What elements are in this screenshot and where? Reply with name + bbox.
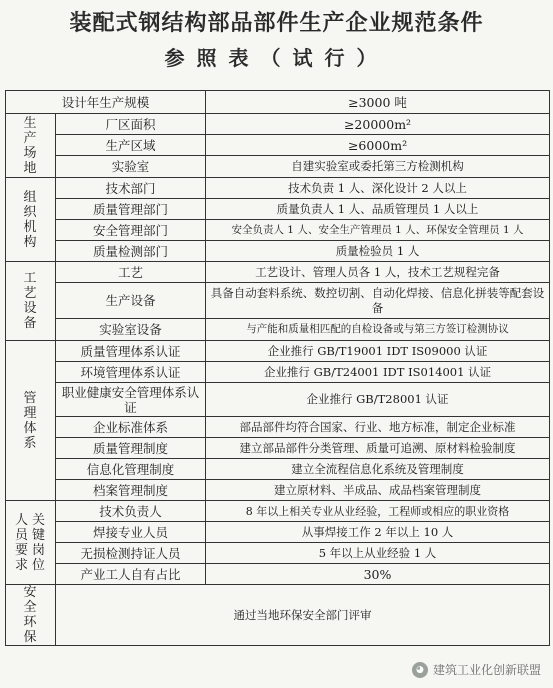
spec-item: 信息化管理制度 — [56, 459, 206, 480]
table-row — [6, 135, 550, 156]
spec-requirement: 与产能和质量相匹配的自检设备或与第三方签订检测协议 — [206, 319, 550, 341]
table-row — [6, 319, 550, 341]
table-row — [6, 543, 550, 564]
spec-requirement: ≥3000 吨 — [206, 91, 550, 114]
wechat-icon: ◕ — [412, 662, 428, 678]
table-row — [6, 480, 550, 501]
spec-item: 技术部门 — [56, 178, 206, 199]
watermark — [412, 661, 541, 678]
table-row — [6, 459, 550, 480]
spec-requirement: 工艺设计、管理人员各 1 人，技术工艺规程完备 — [206, 262, 550, 283]
table-row — [6, 438, 550, 459]
group-label: 生产场地 — [6, 114, 56, 178]
spec-item: 生产设备 — [56, 283, 206, 319]
spec-requirement: 8 年以上相关专业从业经验，工程师或相应的职业资格 — [206, 501, 550, 522]
table-row — [6, 178, 550, 199]
spec-requirement: 自建实验室或委托第三方检测机构 — [206, 156, 550, 178]
table-row — [6, 156, 550, 178]
table-row — [6, 383, 550, 417]
table-row — [6, 585, 550, 646]
spec-item: 企业标准体系 — [56, 417, 206, 438]
group-label: 组织机构 — [6, 178, 56, 262]
spec-item: 档案管理制度 — [56, 480, 206, 501]
spec-item: 职业健康安全管理体系认证 — [56, 383, 206, 417]
spec-item: 工艺 — [56, 262, 206, 283]
table-row — [6, 564, 550, 585]
spec-item: 设计年生产规模 — [6, 91, 206, 114]
spec-item: 环境管理体系认证 — [56, 362, 206, 383]
spec-requirement: 具备自动套料系统、数控切割、自动化焊接、信息化拼装等配套设备 — [206, 283, 550, 319]
spec-item: 质量管理制度 — [56, 438, 206, 459]
spec-item: 质量管理体系认证 — [56, 341, 206, 362]
spec-requirement: ≥6000m² — [206, 135, 550, 156]
spec-requirement: 部品部件均符合国家、行业、地方标准，制定企业标准 — [206, 417, 550, 438]
spec-item: 技术负责人 — [56, 501, 206, 522]
spec-requirement: 质量负责人 1 人、品质管理员 1 人以上 — [206, 199, 550, 220]
document-title: 装配式钢结构部品部件生产企业规范条件 — [69, 11, 484, 36]
table-row — [6, 220, 550, 241]
spec-requirement: 通过当地环保安全部门评审 — [56, 585, 550, 646]
table-row — [6, 501, 550, 522]
document-subtitle: 参照表（试行） — [164, 46, 389, 70]
table-row — [6, 199, 550, 220]
spec-item: 实验室 — [56, 156, 206, 178]
spec-requirement: 从事焊接工作 2 年以上 10 人 — [206, 522, 550, 543]
table-row — [6, 241, 550, 262]
spec-requirement: 建立全流程信息化系统及管理制度 — [206, 459, 550, 480]
table-row — [6, 91, 550, 114]
spec-table — [5, 90, 550, 646]
spec-item: 质量管理部门 — [56, 199, 206, 220]
table-row — [6, 522, 550, 543]
spec-item: 无损检测持证人员 — [56, 543, 206, 564]
spec-requirement: 建立原材料、半成品、成品档案管理制度 — [206, 480, 550, 501]
spec-item: 安全管理部门 — [56, 220, 206, 241]
group-label: 人员要求 关键岗位 — [6, 501, 56, 585]
spec-requirement: 质量检验员 1 人 — [206, 241, 550, 262]
spec-requirement: 企业推行 GB/T19001 IDT IS09000 认证 — [206, 341, 550, 362]
group-label: 工艺设备 — [6, 262, 56, 341]
table-row — [6, 417, 550, 438]
group-label: 安全环保 — [6, 585, 56, 646]
table-row — [6, 362, 550, 383]
spec-item: 厂区面积 — [56, 114, 206, 135]
group-label: 管理体系 — [6, 341, 56, 501]
table-row — [6, 283, 550, 319]
spec-requirement: 建立部品部件分类管理、质量可追溯、原材料检验制度 — [206, 438, 550, 459]
spec-item: 产业工人自有占比 — [56, 564, 206, 585]
spec-item: 质量检测部门 — [56, 241, 206, 262]
spec-requirement: 企业推行 GB/T28001 认证 — [206, 383, 550, 417]
spec-requirement: 30% — [206, 564, 550, 585]
spec-requirement: 企业推行 GB/T24001 IDT IS014001 认证 — [206, 362, 550, 383]
table-row — [6, 262, 550, 283]
spec-item: 生产区域 — [56, 135, 206, 156]
spec-requirement: ≥20000m² — [206, 114, 550, 135]
spec-item: 实验室设备 — [56, 319, 206, 341]
table-row — [6, 114, 550, 135]
spec-item: 焊接专业人员 — [56, 522, 206, 543]
spec-requirement: 5 年以上从业经验 1 人 — [206, 543, 550, 564]
spec-requirement: 安全负责人 1 人、安全生产管理员 1 人、环保安全管理员 1 人 — [206, 220, 550, 241]
table-row — [6, 341, 550, 362]
watermark-text: 建筑工业化创新联盟 — [432, 663, 541, 677]
spec-requirement: 技术负责 1 人、深化设计 2 人以上 — [206, 178, 550, 199]
